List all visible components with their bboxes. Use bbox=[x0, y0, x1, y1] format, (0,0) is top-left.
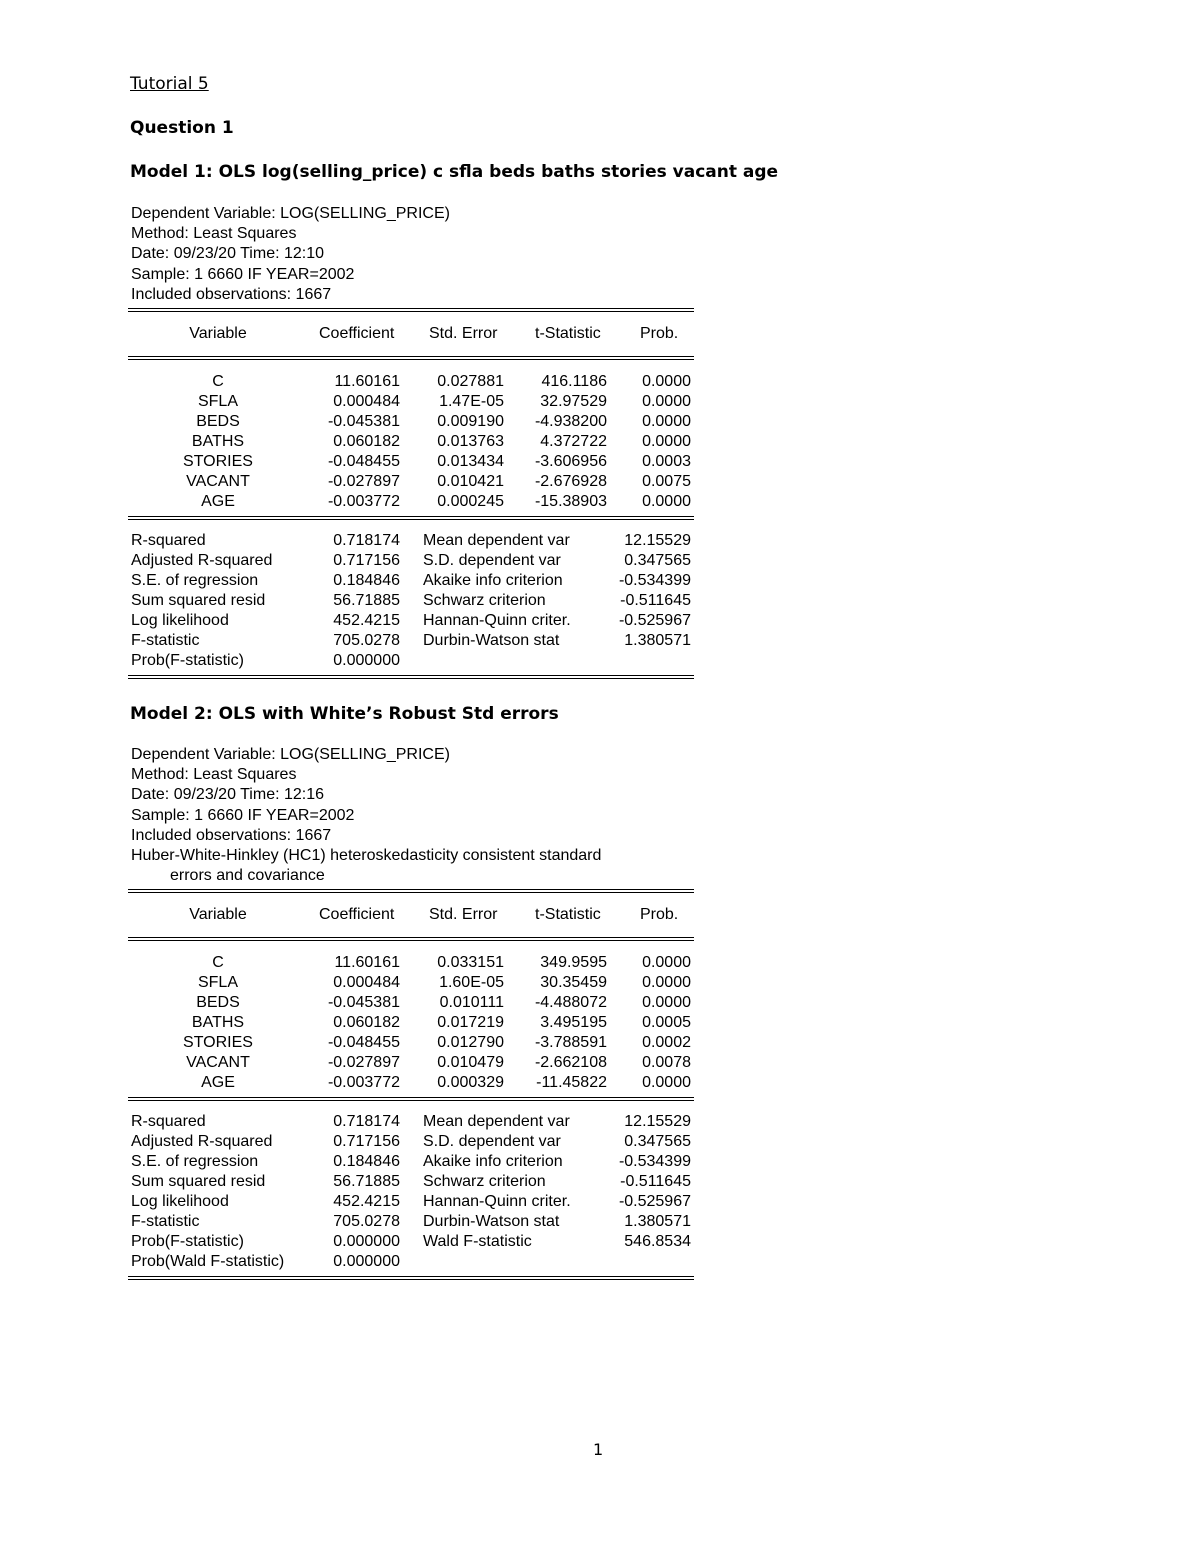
variable-name: C bbox=[212, 954, 224, 972]
coefficient-value: -0.027897 bbox=[327, 1054, 400, 1072]
stat-value: -0.525967 bbox=[618, 1193, 691, 1211]
t-statistic-value: -4.488072 bbox=[534, 994, 607, 1012]
meta-line: Dependent Variable: LOG(SELLING_PRICE) bbox=[131, 746, 450, 763]
t-statistic-value: -4.938200 bbox=[534, 412, 607, 430]
meta-line: Huber-White-Hinkley (HC1) heteroskedasticity consistent standard bbox=[131, 846, 602, 864]
coefficient-value: -0.003772 bbox=[327, 492, 400, 510]
stat-label: Durbin-Watson stat bbox=[423, 631, 560, 649]
std-error-value: 0.027881 bbox=[437, 372, 504, 390]
std-error-value: 0.010479 bbox=[437, 1054, 504, 1072]
question-title: Question 1 bbox=[130, 118, 234, 138]
coefficient-value: -0.045381 bbox=[327, 412, 400, 430]
prob-value: 0.0000 bbox=[642, 1074, 691, 1092]
stats-row bbox=[128, 1252, 694, 1272]
prob-value: 0.0000 bbox=[642, 974, 691, 992]
coefficient-value: 0.060182 bbox=[333, 432, 400, 450]
coefficient-value: -0.003772 bbox=[327, 1074, 400, 1092]
stat-value: 452.4215 bbox=[333, 611, 400, 629]
stat-label: Sum squared resid bbox=[131, 591, 266, 609]
stat-label: S.E. of regression bbox=[131, 1153, 259, 1171]
stat-value: 0.347565 bbox=[624, 551, 691, 569]
stat-label: Durbin-Watson stat bbox=[423, 1213, 560, 1231]
variable-name: VACANT bbox=[186, 472, 250, 490]
stat-label: Prob(F-statistic) bbox=[131, 651, 244, 669]
std-error-value: 0.012790 bbox=[437, 1034, 504, 1052]
meta-line: Included observations: 1667 bbox=[131, 285, 332, 303]
table-row bbox=[128, 452, 694, 472]
variable-name: SFLA bbox=[197, 392, 238, 410]
coefficient-value: 11.60161 bbox=[334, 954, 400, 972]
std-error-value: 0.013434 bbox=[437, 452, 504, 470]
stats-row bbox=[128, 551, 694, 571]
prob-value: 0.0002 bbox=[642, 1034, 691, 1052]
header-t-statistic: t-Statistic bbox=[535, 906, 601, 924]
coefficient-value: -0.048455 bbox=[327, 452, 400, 470]
stat-value: 0.717156 bbox=[333, 1133, 400, 1151]
variable-name: SFLA bbox=[197, 974, 238, 992]
t-statistic-value: 30.35459 bbox=[540, 974, 607, 992]
meta-line-continuation: errors and covariance bbox=[170, 867, 325, 885]
prob-value: 0.0000 bbox=[642, 432, 691, 450]
table-row bbox=[128, 492, 694, 512]
table-row bbox=[128, 1053, 694, 1073]
std-error-value: 1.47E-05 bbox=[439, 392, 504, 410]
stat-label: Sum squared resid bbox=[131, 1173, 266, 1191]
coefficient-value: 0.060182 bbox=[333, 1014, 400, 1032]
stat-label: Adjusted R-squared bbox=[131, 551, 273, 569]
stat-value: 546.8534 bbox=[624, 1233, 691, 1251]
std-error-value: 0.010421 bbox=[437, 472, 504, 490]
coefficient-value: 11.60161 bbox=[334, 372, 400, 390]
stat-label: Wald F-statistic bbox=[423, 1233, 532, 1251]
std-error-value: 0.009190 bbox=[437, 412, 504, 430]
stat-value: 0.717156 bbox=[333, 551, 400, 569]
std-error-value: 0.000245 bbox=[437, 492, 504, 510]
variable-name: BATHS bbox=[191, 432, 245, 450]
stat-value: 56.71885 bbox=[333, 591, 400, 609]
stats-row bbox=[128, 651, 694, 671]
stats-row bbox=[128, 1192, 694, 1212]
stat-value: 0.000000 bbox=[333, 1233, 400, 1251]
t-statistic-value: -3.606956 bbox=[534, 452, 607, 470]
double-rule bbox=[128, 1276, 694, 1280]
t-statistic-value: 349.9595 bbox=[540, 954, 607, 972]
stats-row bbox=[128, 1212, 694, 1232]
prob-value: 0.0000 bbox=[642, 392, 691, 410]
stat-value: 12.15529 bbox=[624, 531, 691, 549]
variable-name: BEDS bbox=[196, 994, 240, 1012]
meta-line: Date: 09/23/20 Time: 12:10 bbox=[131, 245, 325, 263]
meta-line: Method: Least Squares bbox=[131, 766, 297, 784]
spacer bbox=[128, 520, 694, 531]
prob-value: 0.0000 bbox=[642, 492, 691, 510]
prob-value: 0.0000 bbox=[642, 372, 691, 390]
stat-label: F-statistic bbox=[131, 631, 200, 649]
table-row bbox=[128, 472, 694, 492]
table-row bbox=[128, 1013, 694, 1033]
tutorial-title: Tutorial 5 bbox=[130, 74, 209, 94]
model1-output bbox=[128, 204, 694, 679]
spacer bbox=[128, 893, 694, 905]
stat-value: 12.15529 bbox=[624, 1113, 691, 1131]
header-coefficient: Coefficient bbox=[319, 324, 395, 342]
header-variable: Variable bbox=[189, 906, 247, 924]
stat-value: 0.718174 bbox=[333, 1113, 400, 1131]
prob-value: 0.0078 bbox=[642, 1054, 691, 1072]
t-statistic-value: -2.662108 bbox=[534, 1054, 607, 1072]
model2-heading: Model 2: OLS with White’s Robust Std errors bbox=[130, 704, 559, 724]
prob-value: 0.0000 bbox=[642, 994, 691, 1012]
stat-label: S.E. of regression bbox=[131, 571, 259, 589]
spacer bbox=[128, 344, 694, 356]
meta-line: Date: 09/23/20 Time: 12:16 bbox=[131, 786, 325, 804]
stat-label: Hannan-Quinn criter. bbox=[423, 1193, 571, 1211]
variable-name: C bbox=[212, 372, 224, 390]
header-coefficient: Coefficient bbox=[319, 906, 395, 924]
meta-line: Dependent Variable: LOG(SELLING_PRICE) bbox=[131, 205, 450, 222]
variable-name: VACANT bbox=[186, 1054, 250, 1072]
variable-name: STORIES bbox=[183, 1034, 253, 1052]
stats-row bbox=[128, 571, 694, 591]
stat-label: Mean dependent var bbox=[423, 531, 570, 549]
t-statistic-value: 416.1186 bbox=[541, 372, 607, 390]
stat-label: Prob(F-statistic) bbox=[131, 1233, 244, 1251]
stat-label: Adjusted R-squared bbox=[131, 1133, 273, 1151]
stat-label: Akaike info criterion bbox=[423, 571, 563, 589]
header-prob: Prob. bbox=[640, 324, 679, 342]
model1-heading: Model 1: OLS log(selling_price) c sfla beds baths stories vacant age bbox=[130, 162, 779, 182]
stat-value: 705.0278 bbox=[333, 631, 400, 649]
spacer bbox=[128, 312, 694, 324]
coefficient-value: -0.048455 bbox=[327, 1034, 400, 1052]
stats-row bbox=[128, 1112, 694, 1132]
stats-row bbox=[128, 1132, 694, 1152]
stat-value: -0.511645 bbox=[620, 591, 691, 609]
model2-output bbox=[128, 745, 694, 1280]
variable-name: BATHS bbox=[191, 1014, 245, 1032]
table-row bbox=[128, 973, 694, 993]
stat-label: Hannan-Quinn criter. bbox=[423, 611, 571, 629]
stat-value: -0.525967 bbox=[618, 611, 691, 629]
meta-line: Sample: 1 6660 IF YEAR=2002 bbox=[131, 265, 355, 283]
table-row bbox=[128, 953, 694, 973]
stat-value: 0.184846 bbox=[333, 571, 400, 589]
stat-value: 1.380571 bbox=[624, 631, 691, 649]
table-row bbox=[128, 392, 694, 412]
header-std-error: Std. Error bbox=[429, 906, 498, 924]
variable-name: STORIES bbox=[183, 452, 253, 470]
stats-row bbox=[128, 1172, 694, 1192]
stats-row bbox=[128, 611, 694, 631]
t-statistic-value: 32.97529 bbox=[540, 392, 607, 410]
stat-label: Log likelihood bbox=[131, 611, 229, 629]
header-std-error: Std. Error bbox=[429, 324, 498, 342]
header-t-statistic: t-Statistic bbox=[535, 324, 601, 342]
stats-row bbox=[128, 1152, 694, 1172]
stat-value: 0.184846 bbox=[333, 1153, 400, 1171]
std-error-value: 0.017219 bbox=[437, 1014, 504, 1032]
stat-label: S.D. dependent var bbox=[423, 551, 561, 569]
variable-name: AGE bbox=[201, 1074, 235, 1092]
stat-value: 1.380571 bbox=[624, 1213, 691, 1231]
spacer bbox=[128, 1101, 694, 1112]
stat-value: 56.71885 bbox=[333, 1173, 400, 1191]
coefficient-value: 0.000484 bbox=[333, 974, 400, 992]
meta-line: Method: Least Squares bbox=[131, 225, 297, 243]
std-error-value: 0.033151 bbox=[437, 954, 504, 972]
t-statistic-value: 4.372722 bbox=[540, 432, 607, 450]
stat-label: Schwarz criterion bbox=[423, 1173, 546, 1191]
stat-label: R-squared bbox=[131, 1113, 206, 1131]
variable-name: AGE bbox=[201, 492, 235, 510]
stat-label: R-squared bbox=[131, 531, 206, 549]
std-error-value: 0.013763 bbox=[437, 432, 504, 450]
spacer bbox=[128, 941, 694, 953]
stats-row bbox=[128, 591, 694, 611]
t-statistic-value: 3.495195 bbox=[540, 1014, 607, 1032]
stat-label: S.D. dependent var bbox=[423, 1133, 561, 1151]
table-header-row bbox=[128, 324, 694, 344]
stat-value: 0.000000 bbox=[333, 1253, 400, 1271]
std-error-value: 1.60E-05 bbox=[439, 974, 504, 992]
stat-value: 705.0278 bbox=[333, 1213, 400, 1231]
stat-label: Schwarz criterion bbox=[423, 591, 546, 609]
meta-line: Included observations: 1667 bbox=[131, 826, 332, 844]
spacer bbox=[128, 925, 694, 937]
table-row bbox=[128, 432, 694, 452]
stat-label: Log likelihood bbox=[131, 1193, 229, 1211]
t-statistic-value: -15.38903 bbox=[534, 492, 607, 510]
coefficient-value: -0.027897 bbox=[327, 472, 400, 490]
prob-value: 0.0075 bbox=[642, 472, 691, 490]
double-rule bbox=[128, 675, 694, 679]
stat-label: Mean dependent var bbox=[423, 1113, 570, 1131]
table-row bbox=[128, 372, 694, 392]
coefficient-value: -0.045381 bbox=[327, 994, 400, 1012]
std-error-value: 0.010111 bbox=[439, 994, 504, 1012]
table-row bbox=[128, 993, 694, 1013]
t-statistic-value: -11.45822 bbox=[536, 1074, 607, 1092]
spacer bbox=[128, 360, 694, 372]
stat-value: 452.4215 bbox=[333, 1193, 400, 1211]
stat-value: -0.534399 bbox=[618, 1153, 691, 1171]
prob-value: 0.0003 bbox=[642, 452, 691, 470]
coefficient-value: 0.000484 bbox=[333, 392, 400, 410]
stat-label: Prob(Wald F-statistic) bbox=[131, 1253, 285, 1271]
stats-row bbox=[128, 631, 694, 651]
stat-label: Akaike info criterion bbox=[423, 1153, 563, 1171]
header-variable: Variable bbox=[189, 324, 247, 342]
t-statistic-value: -3.788591 bbox=[534, 1034, 607, 1052]
stat-value: -0.511645 bbox=[620, 1173, 691, 1191]
header-prob: Prob. bbox=[640, 906, 679, 924]
variable-name: BEDS bbox=[196, 412, 240, 430]
stat-label: F-statistic bbox=[131, 1213, 200, 1231]
stat-value: 0.347565 bbox=[624, 1133, 691, 1151]
table-row bbox=[128, 1073, 694, 1093]
table-row bbox=[128, 412, 694, 432]
prob-value: 0.0000 bbox=[642, 412, 691, 430]
std-error-value: 0.000329 bbox=[437, 1074, 504, 1092]
t-statistic-value: -2.676928 bbox=[534, 472, 607, 490]
table-header-row bbox=[128, 905, 694, 925]
prob-value: 0.0000 bbox=[642, 954, 691, 972]
meta-line: Sample: 1 6660 IF YEAR=2002 bbox=[131, 806, 355, 824]
prob-value: 0.0005 bbox=[642, 1014, 691, 1032]
stat-value: 0.000000 bbox=[333, 651, 400, 669]
stats-row bbox=[128, 531, 694, 551]
stats-row bbox=[128, 1232, 694, 1252]
table-row bbox=[128, 1033, 694, 1053]
page-number: 1 bbox=[593, 1440, 604, 1459]
stat-value: 0.718174 bbox=[333, 531, 400, 549]
stat-value: -0.534399 bbox=[618, 571, 691, 589]
